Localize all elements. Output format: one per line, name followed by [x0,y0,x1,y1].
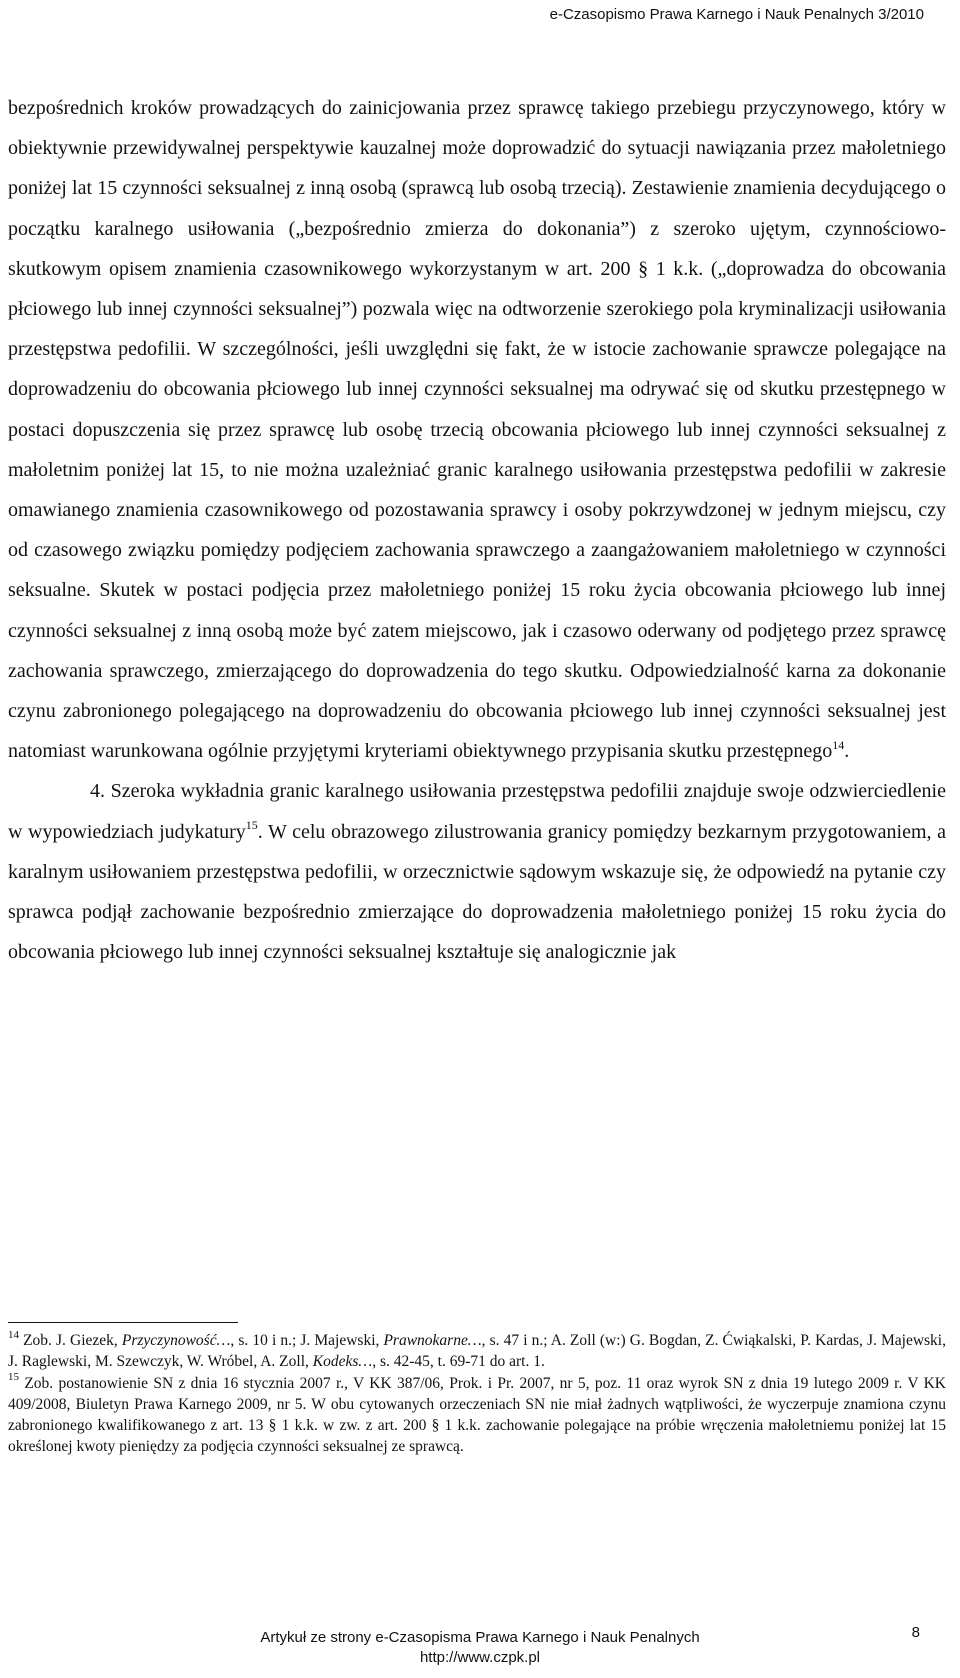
footnote-14-text-4: , s. 42-45, t. 69-71 do art. 1. [372,1353,545,1371]
footnote-14-title-1: Przyczynowość… [121,1332,231,1349]
footnote-14-number: 14 [8,1328,19,1341]
paragraph-1-text: bezpośrednich kroków prowadzących do zainicjowania przez sprawcę takiego przebiegu przyczynowego, który w obiektywnie przewidywalnej perspektywie kauzalnej może doprowadzić do sytuacji nawiązania przez małoletniego poniżej lat 15 czynności seksualnej z inną osobą (sprawcą lub osobą trzecią). Zestawienie znamienia decydującego o początku karalnego usiłowania („bezpośrednio zmierza do dokonania”) z szeroko ujętym, czynnościowo-skutkowym opisem znamienia czasownikowego wykorzystanym w art. 200 § 1 k.k. („doprowadza do obcowania płciowego lub innej czynności seksualnej”) pozwala więc na odtworzenie szerokiego pola kryminalizacji usiłowania przestępstwa pedofilii. W szczególności, jeśli uwzględni się fakt, że w istocie zachowanie sprawcze polegające na doprowadzeniu do obcowania płciowego lub innej czynności seksualnej ma odrywać się od skutku przestępnego w postaci dopuszczenia się przez sprawcę lub osobę trzecią obcowania płciowego lub innej czynności seksualnej z małoletnim poniżej lat 15, to nie można uzależniać granic karalnego usiłowania przestępstwa pedofilii w zakresie omawianego znamienia czasownikowego od pozostawania sprawcy i osoby pokrzywdzonej w jednym miejscu, czy od czasowego związku pomiędzy podjęciem zachowania sprawczego a zaangażowaniem małoletniego w czynności seksualne. Skutek w postaci podjęcia przez małoletniego poniżej 15 roku życia obcowania płciowego lub innej czynności seksualnej z inną osobą może być zatem miejscowo, jak i czasowo oderwany od podjętego przez sprawcę zachowania sprawczego, zmierzającego do doprowadzenia do tego skutku. Odpowiedzialność karna za dokonanie czynu zabronionego polegającego na doprowadzeniu do obcowania płciowego lub innej czynności seksualnej jest natomiast warunkowana ogólnie przyjętymi kryteriami obiektywnego przypisania skutku przestępnego [8,97,946,763]
paragraph-2 [8,771,946,972]
journal-header: e-Czasopismo Prawa Karnego i Nauk Penalnych 3/2010 [549,6,924,23]
paragraph-1-end: . [844,740,850,763]
footnote-14 [8,1330,946,1373]
footer-url[interactable]: http://www.czpk.pl [419,1649,541,1666]
footnote-14-text-1: Zob. J. Giezek, [19,1332,122,1349]
footnote-separator [8,1322,238,1323]
footnote-14-title-3: Kodeks… [312,1353,373,1371]
paragraph-2-text-start: 4. Szeroka wykładnia granic karalnego usiłowania przestępstwa pedofilii znajduje swoje odzwierciedlenie w wypowiedziach judykatury [8,780,946,843]
footnote-ref-14[interactable]: 14 [832,737,845,752]
footnote-14-text-2: , s. 10 i n.; J. Majewski, [230,1332,384,1349]
page-number: 8 [911,1624,920,1641]
footnote-14-text-3: , s. 47 i n.; A. Zoll (w:) G. Bogdan, Z. Ćwiąkalski, P. Kardas, J. Majewski, J. Raglewski, M. Szewczyk, W. Wróbel, A. Zoll, [8,1332,946,1371]
footnote-15 [8,1373,946,1458]
page-footer [0,1628,960,1668]
paragraph-2-text-rest: . W celu obrazowego zilustrowania granicy pomiędzy bezkarnym przygotowaniem, a karalnym usiłowaniem przestępstwa pedofilii, w orzecznictwie sądowym wskazuje się, że odpowiedź na pytanie czy sprawca podjął zachowanie bezpośrednio zmierzające do doprowadzenia małoletniego poniżej 15 roku życia do obcowania płciowego lub innej czynności seksualnej kształtuje się analogicznie jak [8,820,946,964]
footnote-ref-15[interactable]: 15 [245,818,258,832]
footnote-15-text: Zob. postanowienie SN z dnia 16 stycznia 2007 r., V KK 387/06, Prok. i Pr. 2007, nr 5, poz. 11 oraz wyrok SN z dnia 19 lutego 2009 r. V KK 409/2008, Biuletyn Prawa Karnego 2009, nr 5. W obu cytowanych orzeczeniach SN nie miał żadnych wątpliwości, że wyczerpuje znamiona czynu zabronionego kwalifikowanego z art. 13 § 1 k.k. w zw. z art. 200 § 1 k.k. zachowanie polegające na próbie wręczenia małoletniemu poniżej lat 15 określonej kwoty pieniędzy za podjęcia czynności seksualnej ze sprawcą. [8,1374,946,1456]
footnote-15-number: 15 [8,1371,19,1384]
footer-source-line: Artykuł ze strony e-Czasopisma Prawa Karnego i Nauk Penalnych [260,1629,700,1646]
footnotes [8,1330,946,1458]
paragraph-1 [8,88,946,771]
footnote-14-title-2: Prawnokarne… [383,1332,482,1349]
article-body [8,88,946,972]
